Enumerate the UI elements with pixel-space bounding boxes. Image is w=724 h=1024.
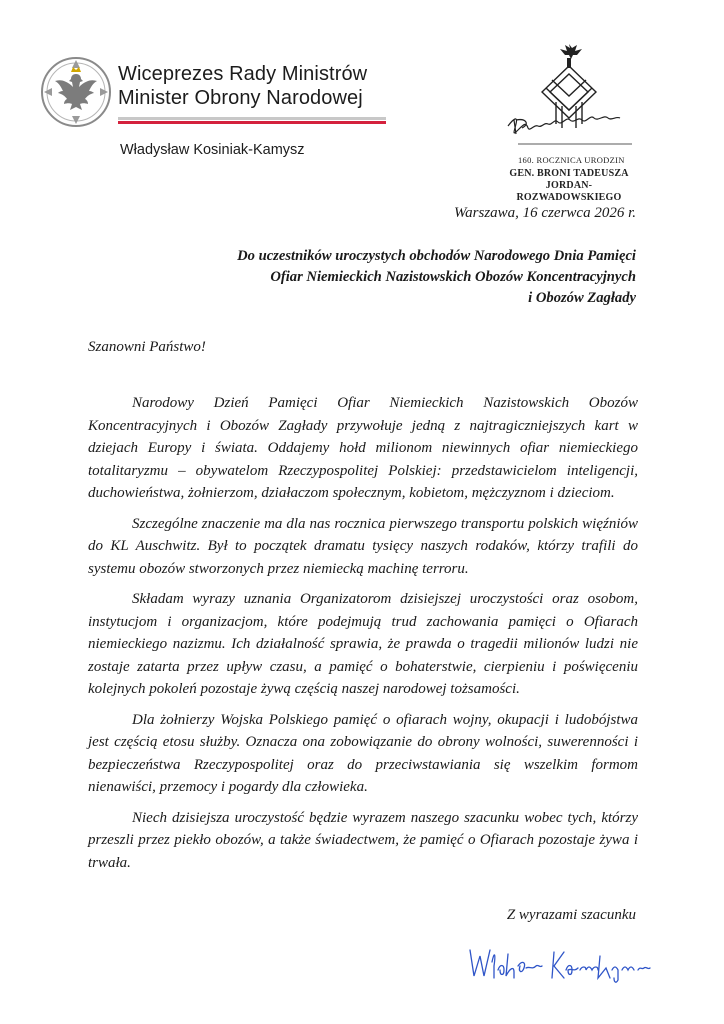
body-paragraph: Niech dzisiejsza uroczystość będzie wyrazem naszego szacunku wobec tych, którzy przeszli przez piekło obozów, a także świadectwem, że pamięć o Ofiarach pozostaje żywa i trwała. bbox=[88, 809, 638, 871]
minister-name: Władysław Kosiniak-Kamysz bbox=[120, 142, 305, 158]
anniversary-label: 160. ROCZNICA URODZIN bbox=[518, 155, 625, 165]
anniversary-logo-icon bbox=[494, 40, 644, 156]
letter-closing: Z wyrazami szacunku bbox=[506, 907, 636, 923]
flag-white-stripe bbox=[118, 117, 386, 120]
recipient-line: i Obozów Zagłady bbox=[528, 290, 636, 306]
flag-stripe bbox=[118, 117, 386, 124]
office-title-line1: Wiceprezes Rady Ministrów bbox=[118, 63, 368, 85]
recipient-line: Do uczestników uroczystych obchodów Narodowego Dnia Pamięci bbox=[237, 248, 636, 264]
recipient-line: Ofiar Niemieckich Nazistowskich Obozów Koncentracyjnych bbox=[270, 269, 636, 285]
letter-greeting: Szanowni Państwo! bbox=[88, 339, 206, 355]
anniversary-logo bbox=[494, 40, 644, 203]
anniversary-name-line2: JORDAN-ROZWADOWSKIEGO bbox=[516, 180, 622, 203]
body-paragraph: Narodowy Dzień Pamięci Ofiar Niemieckich Nazistowskich Obozów Koncentracyjnych i Obozów Zagłady przywołuje jedną z najtragiczniejszych kart w dziejach Europy i świata. Oddajemy hołd milionom niewinnych ofiar niemieckiego totalitaryzmu – obywatelom Rzeczypospolitej Polskiej: przedstawicielom inteligencji, duchowieństwa, żołnierzom, działaczom społecznym, kobietom, mężczyznom i dzieciom. bbox=[88, 395, 638, 501]
letter-recipient bbox=[156, 246, 636, 309]
handwritten-signature bbox=[462, 940, 662, 986]
anniversary-name-line1: GEN. BRONI TADEUSZA bbox=[509, 168, 629, 179]
military-eagle-emblem-icon bbox=[40, 56, 112, 128]
flag-red-stripe bbox=[118, 121, 386, 124]
office-title bbox=[118, 62, 367, 110]
body-paragraph: Dla żołnierzy Wojska Polskiego pamięć o ofiarach wojny, okupacji i ludobójstwa jest częścią etosu służby. Oznacza ona zobowiązanie do obrony wolności, suwerenności i bezpieczeństwa Rzeczypospolitej oraz do przeciwstawiania się wszelkim formom nienawiści, przemocy i pogardy dla człowieka. bbox=[88, 711, 638, 795]
letter-date: Warszawa, 16 czerwca 2026 r. bbox=[454, 205, 636, 221]
letter-body bbox=[88, 392, 638, 882]
body-paragraph: Składam wyrazy uznania Organizatorom dzisiejszej uroczystości oraz osobom, instytucjom i organizacjom, które podejmują trud zachowania pamięci o Ofiarach niemieckiego nazizmu. Ich działalność sprawia, że prawda o tragedii milionów ludzi nie zostaje zatarta przez upływ czasu, a pamięć o bohaterstwie, cierpieniu i poświęceniu kolejnych pokoleń pozostaje żywą częścią naszej narodowej tożsamości. bbox=[88, 591, 638, 697]
office-title-line2: Minister Obrony Narodowej bbox=[118, 87, 363, 109]
body-paragraph: Szczególne znaczenie ma dla nas rocznica pierwszego transportu polskich więźniów do KL Auschwitz. Był to początek dramatu tysięcy naszych rodaków, którzy trafili do systemu obozów stworzonych przez niemiecką machinę terroru. bbox=[88, 515, 638, 577]
